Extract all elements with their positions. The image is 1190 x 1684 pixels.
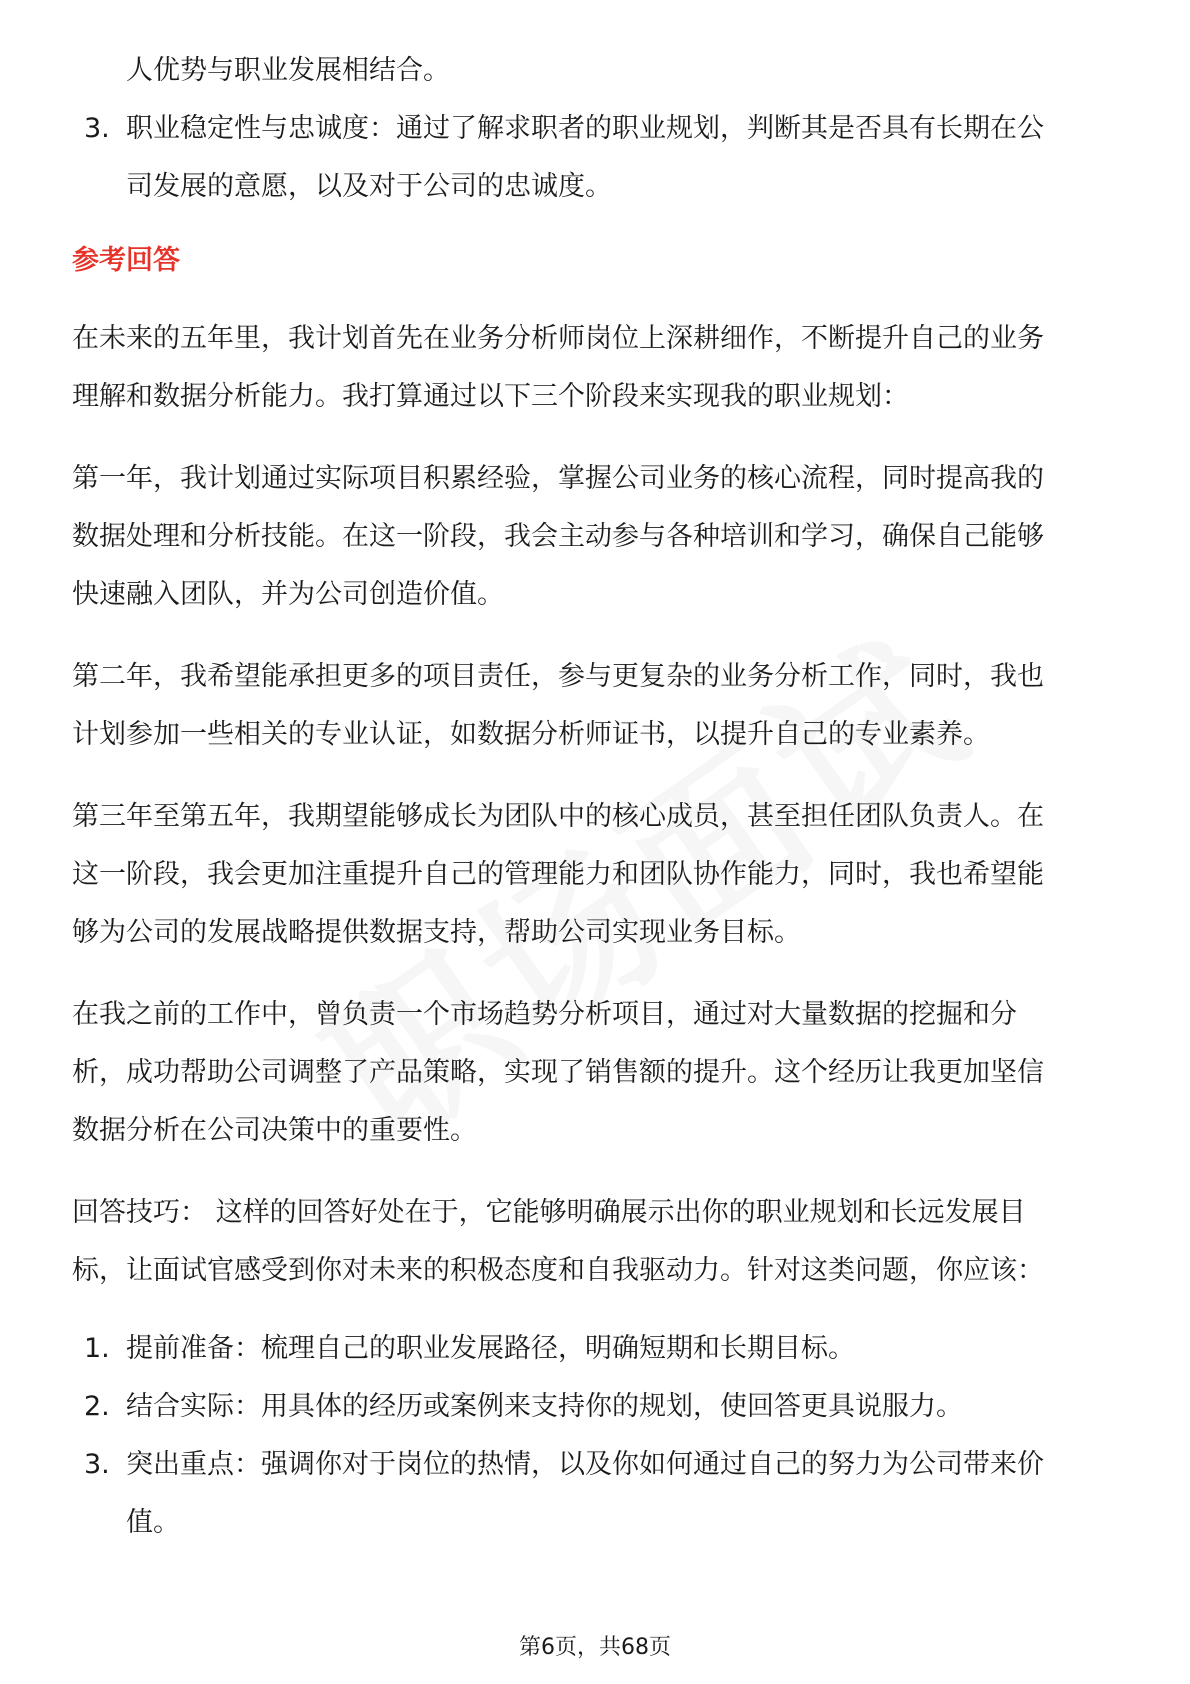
text-line: 突出重点：强调你对于岗位的热情，以及你如何通过自己的努力为公司带来价 (126, 1449, 1044, 1480)
paragraph (72, 788, 1120, 962)
list-item-text: 提前准备：梳理自己的职业发展路径，明确短期和长期目标。 (126, 1333, 855, 1364)
list-number: 3. (84, 113, 110, 144)
list-item (72, 1378, 1120, 1436)
text-line: 第三年至第五年，我期望能够成长为团队中的核心成员，甚至担任团队负责人。在 (72, 801, 1044, 832)
criteria-list (72, 100, 1120, 216)
list-item-text (126, 1436, 1120, 1552)
paragraph (72, 986, 1120, 1160)
text-line: 在未来的五年里，我计划首先在业务分析师岗位上深耕细作，不断提升自己的业务 (72, 323, 1044, 354)
list-item-text: 结合实际：用具体的经历或案例来支持你的规划，使回答更具说服力。 (126, 1391, 963, 1422)
text-line: 这一阶段，我会更加注重提升自己的管理能力和团队协作能力，同时，我也希望能 (72, 859, 1044, 890)
text-line: 第二年，我希望能承担更多的项目责任，参与更复杂的业务分析工作，同时，我也 (72, 661, 1044, 692)
text-line: 职业稳定性与忠诚度：通过了解求职者的职业规划，判断其是否具有长期在公 (126, 113, 1044, 144)
text-line: 回答技巧： 这样的回答好处在于，它能够明确展示出你的职业规划和长远发展目 (72, 1197, 1026, 1228)
text-line: 析，成功帮助公司调整了产品策略，实现了销售额的提升。这个经历让我更加坚信 (72, 1057, 1044, 1088)
list-item-text (126, 100, 1120, 216)
list-continuation-line: 人优势与职业发展相结合。 (126, 55, 450, 86)
text-line: 标，让面试官感受到你对未来的积极态度和自我驱动力。针对这类问题，你应该： (72, 1255, 1044, 1286)
text-line: 理解和数据分析能力。我打算通过以下三个阶段来实现我的职业规划： (72, 381, 909, 412)
text-line: 司发展的意愿，以及对于公司的忠诚度。 (126, 171, 612, 202)
text-line: 数据分析在公司决策中的重要性。 (72, 1115, 477, 1146)
tips-paragraph (72, 1184, 1120, 1300)
text-line: 计划参加一些相关的专业认证，如数据分析师证书，以提升自己的专业素养。 (72, 719, 990, 750)
page-content (72, 42, 1120, 1552)
list-item (72, 1436, 1120, 1552)
section-heading: 参考回答 (72, 245, 180, 276)
page-footer: 第6页，共68页 (519, 1635, 671, 1660)
text-line: 数据处理和分析技能。在这一阶段，我会主动参与各种培训和学习，确保自己能够 (72, 521, 1044, 552)
list-number: 2. (84, 1391, 110, 1422)
text-line: 快速融入团队，并为公司创造价值。 (72, 579, 504, 610)
list-number: 1. (84, 1333, 110, 1364)
text-line: 值。 (126, 1507, 180, 1538)
list-item (72, 100, 1120, 216)
list-number: 3. (84, 1449, 110, 1480)
text-line: 在我之前的工作中，曾负责一个市场趋势分析项目，通过对大量数据的挖掘和分 (72, 999, 1017, 1030)
tips-list (72, 1320, 1120, 1552)
text-line: 够为公司的发展战略提供数据支持，帮助公司实现业务目标。 (72, 917, 801, 948)
paragraph (72, 450, 1120, 624)
text-line: 第一年，我计划通过实际项目积累经验，掌握公司业务的核心流程，同时提高我的 (72, 463, 1044, 494)
paragraph (72, 310, 1120, 426)
list-item (72, 1320, 1120, 1378)
paragraph (72, 648, 1120, 764)
